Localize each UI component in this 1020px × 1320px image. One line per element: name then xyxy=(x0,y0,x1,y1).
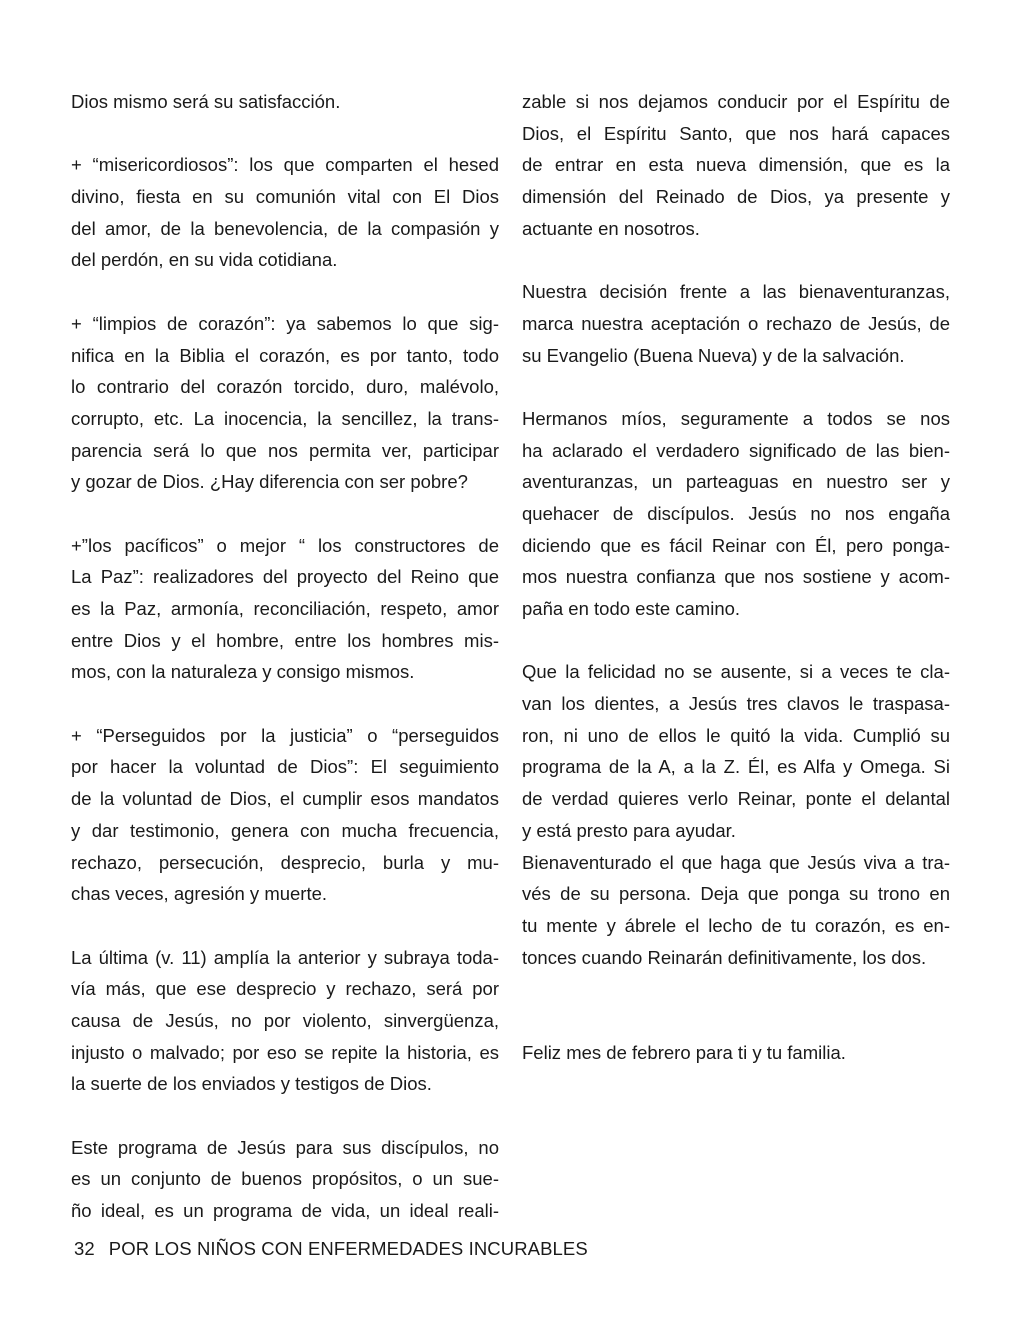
text-line: de entrar en esta nueva dimensión, que es la xyxy=(522,154,950,176)
text-line: +”los pacíficos” o mejor “ los constructores de xyxy=(71,534,499,556)
text-line: La Paz”: realizadores del proyecto del Reino que xyxy=(71,566,499,588)
paragraph xyxy=(522,847,950,974)
text-line: vía más, que ese desprecio y rechazo, será por xyxy=(71,978,499,1000)
right-column xyxy=(522,86,950,1068)
text-line: divino, fiesta en su comunión vital con El Dios xyxy=(71,186,499,208)
paragraph xyxy=(71,308,499,498)
text-line: dimensión del Reinado de Dios, ya presente y xyxy=(522,186,950,208)
text-line: y gozar de Dios. ¿Hay diferencia con ser pobre? xyxy=(71,471,468,493)
text-line: Bienaventurado el que haga que Jesús viva a tra- xyxy=(522,851,950,873)
paragraph xyxy=(71,530,499,688)
text-line: su Evangelio (Buena Nueva) y de la salvación. xyxy=(522,344,905,366)
text-line: van los dientes, a Jesús tres clavos le traspasa- xyxy=(522,693,950,715)
paragraph xyxy=(71,720,499,910)
text-line: chas veces, agresión y muerte. xyxy=(71,883,328,905)
paragraph xyxy=(522,86,950,244)
text-line: tu mente y ábrele el lecho de tu corazón, es en- xyxy=(522,914,950,936)
text-line: Feliz mes de febrero para ti y tu familia. xyxy=(522,1041,846,1063)
text-line: + “misericordiosos”: los que comparten el hesed xyxy=(71,154,499,176)
text-line: de la voluntad de Dios, el cumplir esos mandatos xyxy=(71,788,499,810)
text-line: causa de Jesús, no por violento, sinvergüenza, xyxy=(71,1009,499,1031)
text-line: ha aclarado el verdadero significado de las bien- xyxy=(522,439,950,461)
text-line: ño ideal, es un programa de vida, un ideal reali- xyxy=(71,1200,499,1222)
text-line: Este programa de Jesús para sus discípulos, no xyxy=(71,1136,499,1158)
text-line: diciendo que es fácil Reinar con Él, pero ponga- xyxy=(522,534,950,556)
text-line: aventuranzas, un parteaguas en nuestro ser y xyxy=(522,471,950,493)
text-line: de verdad quieres verlo Reinar, ponte el delantal xyxy=(522,788,950,810)
text-line: es un conjunto de buenos propósitos, o un sue- xyxy=(71,1168,499,1190)
text-line: y está presto para ayudar. xyxy=(522,819,736,841)
text-line: + “limpios de corazón”: ya sabemos lo que sig- xyxy=(71,312,499,334)
text-line: Dios mismo será su satisfacción. xyxy=(71,91,341,112)
text-line: ron, ni uno de ellos le quitó la vida. Cumplió su xyxy=(522,724,950,746)
text-line: lo contrario del corazón torcido, duro, malévolo, xyxy=(71,376,499,398)
text-line: Hermanos míos, seguramente a todos se nos xyxy=(522,407,950,429)
text-line: entre Dios y el hombre, entre los hombres mis- xyxy=(71,629,499,651)
text-line: paña en todo este camino. xyxy=(522,598,741,619)
text-line: nifica en la Biblia el corazón, es por tanto, todo xyxy=(71,344,499,366)
text-line: corrupto, etc. La inocencia, la sencillez, la trans- xyxy=(71,407,499,429)
text-line: + “Perseguidos por la justicia” o “perseguidos xyxy=(71,724,499,746)
paragraph xyxy=(522,656,950,846)
paragraph xyxy=(71,1132,499,1227)
text-line: parencia será lo que nos permita ver, participar xyxy=(71,439,499,461)
text-line: La última (v. 11) amplía la anterior y subraya toda- xyxy=(71,946,499,968)
left-column xyxy=(71,86,499,1227)
text-line: zable si nos dejamos conducir por el Espíritu de xyxy=(522,91,950,112)
paragraph xyxy=(522,403,950,625)
text-line: marca nuestra aceptación o rechazo de Jesús, de xyxy=(522,312,950,334)
text-line: del perdón, en su vida cotidiana. xyxy=(71,249,338,271)
text-line: del amor, de la benevolencia, de la compasión y xyxy=(71,217,499,239)
text-line: actuante en nosotros. xyxy=(522,217,700,239)
page-footer xyxy=(74,1235,588,1263)
paragraph xyxy=(71,149,499,276)
publication-title: POR LOS NIÑOS CON ENFERMEDADES INCURABLES xyxy=(108,1238,588,1259)
text-line: vés de su persona. Deja que ponga su trono en xyxy=(522,883,950,905)
text-line: y dar testimonio, genera con mucha frecuencia, xyxy=(71,819,499,841)
text-line: es la Paz, armonía, reconciliación, respeto, amor xyxy=(71,598,499,619)
text-line: programa de la A, a la Z. Él, es Alfa y Omega. Si xyxy=(522,756,950,778)
page-number: 32 xyxy=(74,1238,95,1259)
text-line: Nuestra decisión frente a las bienaventuranzas, xyxy=(522,281,950,303)
text-line: Que la felicidad no se ausente, si a veces te cla- xyxy=(522,661,950,683)
text-line: mos nuestra confianza que nos sostiene y acom- xyxy=(522,566,950,588)
text-line: rechazo, persecución, desprecio, burla y mu- xyxy=(71,851,499,873)
text-line: mos, con la naturaleza y consigo mismos. xyxy=(71,661,415,683)
text-line: la suerte de los enviados y testigos de Dios. xyxy=(71,1073,432,1095)
text-line: quehacer de discípulos. Jesús no nos engaña xyxy=(522,502,950,524)
paragraph xyxy=(71,86,499,118)
text-line: injusto o malvado; por eso se repite la historia, es xyxy=(71,1041,499,1063)
text-line: tonces cuando Reinarán definitivamente, los dos. xyxy=(522,946,927,968)
paragraph xyxy=(522,1037,950,1069)
text-line: Dios, el Espíritu Santo, que nos hará capaces xyxy=(522,122,950,144)
paragraph xyxy=(71,942,499,1100)
text-line: por hacer la voluntad de Dios”: El seguimiento xyxy=(71,756,499,778)
paragraph xyxy=(522,276,950,371)
